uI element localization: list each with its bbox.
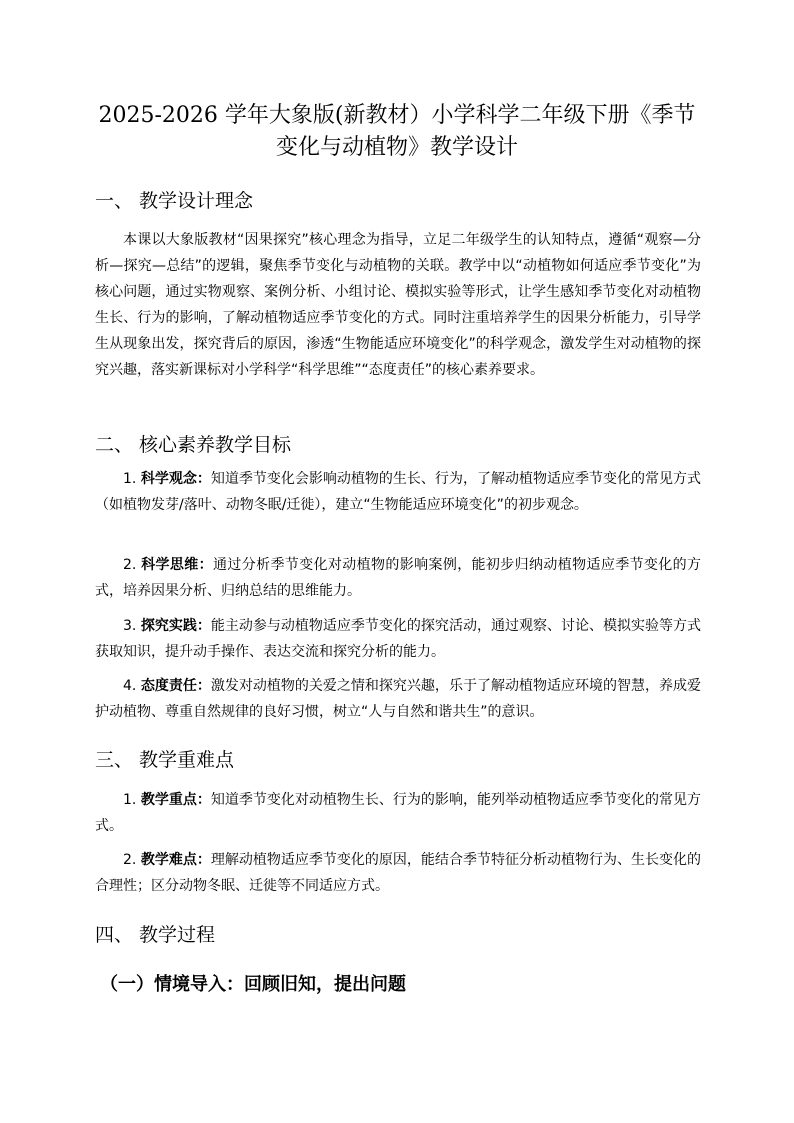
objective-item	[95, 673, 701, 725]
objective-item	[95, 466, 701, 518]
section-1-paragraph: 本课以大象版教材“因果探究”核心理念为指导，立足二年级学生的认知特点，遵循“观察—分析—探究—总结”的逻辑，聚焦季节变化与动植物的关联。教学中以“动植物如何适应季节变化”为核心问题，通过实物观察、案例分析、小组讨论、模拟实验等形式，让学生感知季节变化对动植物生长、行为的影响，了解动植物适应季节变化的方式。同时注重培养学生的因果分析能力，引导学生从现象出发，探究背后的原因，渗透“生物能适应环境变化”的科学观念，激发学生对动植物的探究兴趣，落实新课标对小学科学“科学思维”“态度责任”的核心素养要求。	[95, 232, 701, 378]
section-heading-1: 一、 教学设计理念	[95, 190, 254, 212]
item-label: 探究实践：	[140, 618, 211, 634]
item-label: 态度责任：	[140, 678, 211, 694]
item-text: 知道季节变化会影响动植物的生长、行为，了解动植物适应季节变化的常见方式（如植物发芽/落叶、动物冬眠/迁徙），建立“生物能适应环境变化”的初步观念。	[95, 471, 702, 513]
section-heading-3: 三、 教学重难点	[95, 749, 235, 771]
item-label: 科学观念：	[140, 471, 211, 487]
item-number: 1.	[123, 471, 137, 487]
item-label: 教学难点：	[140, 852, 211, 868]
item-label: 教学重点：	[140, 792, 211, 808]
key-point-item	[95, 847, 701, 899]
item-text: 通过分析季节变化对动植物的影响案例，能初步归纳动植物适应季节变化的方式，培养因果分析、归纳总结的思维能力。	[95, 557, 702, 599]
item-text: 理解动植物适应季节变化的原因，能结合季节特征分析动植物行为、生长变化的合理性；区分动物冬眠、迁徙等不同适应方式。	[95, 852, 702, 894]
item-text: 能主动参与动植物适应季节变化的探究活动，通过观察、讨论、模拟实验等方式获取知识，提升动手操作、表达交流和探究分析的能力。	[95, 618, 702, 660]
document-title: 2025-2026 学年大象版(新教材）小学科学二年级下册《季节变化与动植物》教学设计	[98, 103, 696, 160]
item-number: 4.	[123, 678, 137, 694]
section-heading-2: 二、 核心素养教学目标	[95, 434, 292, 456]
item-number: 3.	[123, 618, 137, 634]
item-text: 激发对动植物的关爱之情和探究兴趣，乐于了解动植物适应环境的智慧，养成爱护动植物、尊重自然规律的良好习惯，树立“人与自然和谐共生”的意识。	[95, 678, 702, 720]
key-point-item	[95, 787, 701, 839]
item-number: 1.	[123, 792, 137, 808]
item-number: 2.	[123, 557, 137, 573]
item-text: 知道季节变化对动植物生长、行为的影响，能列举动植物适应季节变化的常见方式。	[95, 792, 702, 834]
subsection-heading: （一）情境导入：回顾旧知，提出问题	[100, 974, 406, 995]
objective-item	[95, 613, 701, 665]
section-heading-4: 四、 教学过程	[95, 924, 216, 946]
objective-item	[95, 552, 701, 604]
item-label: 科学思维：	[141, 557, 214, 573]
item-number: 2.	[123, 852, 137, 868]
